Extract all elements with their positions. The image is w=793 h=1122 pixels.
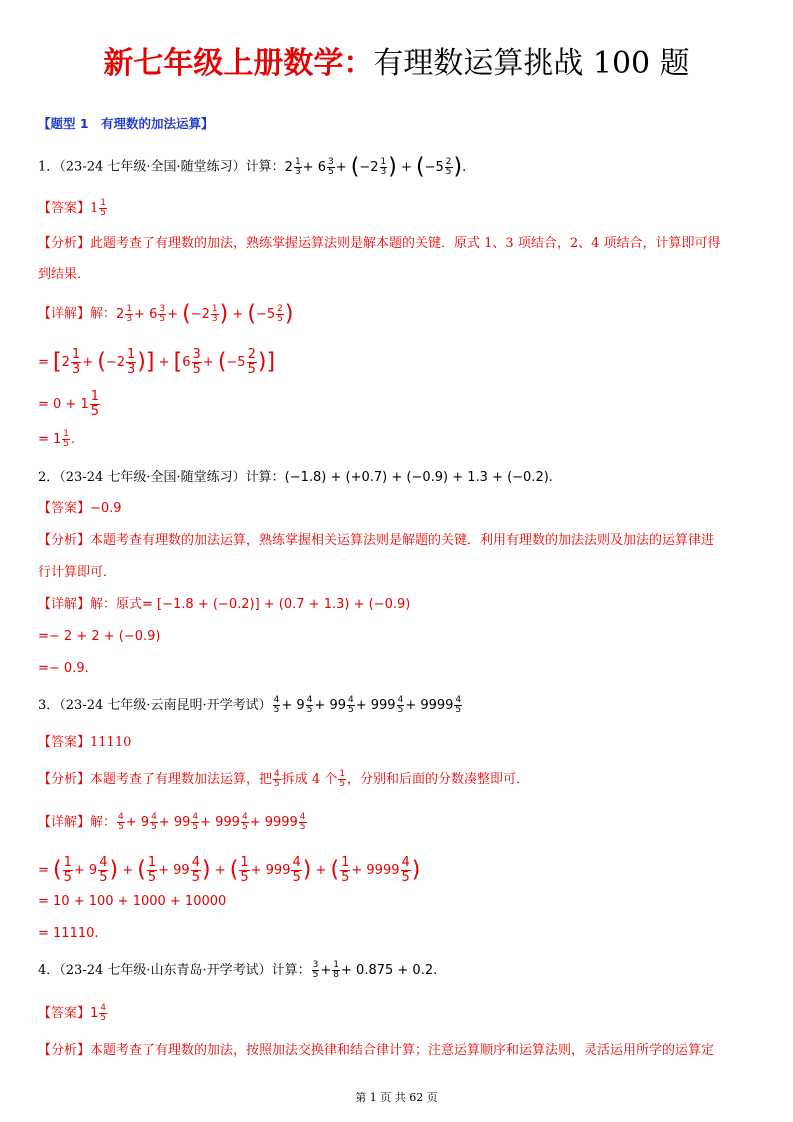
- q3-detail: 【详解】解： $\frac{4}{5}$ + 9 $\frac{4}{5}$ + 99 $\frac{4}{5}$ + 999 $\frac{4}{5}$ + 9999 $\frac{4}{5}$: [38, 812, 306, 832]
- q4-answer: [38, 1004, 108, 1024]
- question-3: 3．（23-24 七年级·云南昆明·开学考试） $\frac{4}{5}$ + 9 $\frac{4}{5}$ + 99 $\frac{4}{5}$ + 999 $\frac{4}{5}$ + 9999 $\frac{4}{5}$: [38, 695, 462, 715]
- answer-tag: 【答案】: [38, 1006, 91, 1021]
- jie-label: 解：: [90, 815, 117, 830]
- q1-analysis-1: [38, 234, 721, 254]
- q2-answer-value: −0.9: [90, 501, 122, 516]
- q1-detail: 【详解】解：2 $\frac{1}{3}$ + 6 $\frac{3}{5}$ + (−2 $\frac{1}{3}$ ) + (−5 $\frac{2}{5}$ ): [38, 301, 294, 326]
- analysis-tag: 【分析】: [38, 236, 91, 251]
- q1-answer: [38, 199, 108, 219]
- q1-step-2: = [2 $\frac{1}{3}$ + (−2 $\frac{1}{3}$ )] + [6 $\frac{3}{5}$ + (−5 $\frac{2}{5}$ )]: [38, 347, 276, 377]
- q4-analysis: [38, 1041, 714, 1061]
- q4-answer-num: 4: [100, 1003, 107, 1013]
- q2-answer: [38, 499, 122, 519]
- q1-prefix: 1．（23-24 七年级·全国·随堂练习）计算：: [38, 159, 285, 175]
- q3-answer: [38, 733, 131, 753]
- analysis-tag: 【分析】: [38, 1043, 91, 1058]
- detail-tag: 【详解】: [38, 597, 91, 612]
- q1-analysis-text-1: 此题考查了有理数的加法，熟练掌握运算法则是解本题的关键．原式 1、3 项结合，2、4 项结合，计算即可得: [90, 236, 721, 251]
- q3-step-3: = 10 + 100 + 1000 + 10000: [38, 894, 227, 909]
- q3-analysis-a: 本题考查了有理数加法运算，把: [90, 772, 273, 787]
- q1-analysis-2: 到结果．: [38, 267, 91, 282]
- answer-tag: 【答案】: [38, 201, 91, 216]
- q4-answer-den: 5: [100, 1013, 107, 1023]
- q2-expr: (−1.8) + (+0.7) + (−0.9) + 1.3 + (−0.2).: [284, 470, 553, 485]
- page-footer: 第 1 页 共 62 页: [355, 1091, 438, 1104]
- q4-answer-whole: 1: [90, 1006, 99, 1021]
- detail-tag: 【详解】: [38, 815, 91, 830]
- question-2: [38, 468, 553, 488]
- q3-step-4: = 11110.: [38, 926, 99, 941]
- answer-tag: 【答案】: [38, 501, 91, 516]
- q4-prefix: 4．（23-24 七年级·山东青岛·开学考试）计算：: [38, 963, 311, 978]
- q2-analysis-text-1: 本题考查有理数的加法运算，熟练掌握相关运算法则是解题的关键．利用有理数的加法法则及加法的运算律进: [90, 533, 715, 548]
- q2-detail: [38, 595, 410, 615]
- q1-step-3-text: = 0 + 1: [38, 397, 89, 412]
- q3-analysis: 【分析】本题考查了有理数加法运算，把 $\frac{4}{5}$ 拆成 4 个 $\frac{1}{5}$ ，分别和后面的分数凑整即可．: [38, 769, 530, 789]
- q3-answer-value: 11110: [90, 735, 132, 750]
- q2-analysis-2: 行计算即可．: [38, 565, 117, 580]
- q2-prefix: 2．（23-24 七年级·全国·随堂练习）计算：: [38, 470, 285, 485]
- q1-step-3: = 0 + 1 $\frac{1}{5}$: [38, 389, 100, 419]
- q3-prefix: 3．（23-24 七年级·云南昆明·开学考试）: [38, 698, 272, 713]
- jie-label: 解：: [90, 306, 117, 322]
- q4-expr-tail: + 0.875 + 0.2.: [341, 963, 438, 978]
- question-1: 1．（23-24 七年级·全国·随堂练习）计算：2 $\frac{1}{3}$ + 6 $\frac{3}{5}$ + (−2 $\frac{1}{3}$ ) + (−5 $\frac{2}{5}$ ).: [38, 154, 467, 179]
- jie-label: 解：: [90, 597, 117, 612]
- document-title: [0, 44, 793, 84]
- q1-step-4: = 1 $\frac{1}{5}$ .: [38, 429, 76, 449]
- question-4: 4．（23-24 七年级·山东青岛·开学考试）计算： $\frac{3}{5}$ + $\frac{1}{8}$ + 0.875 + 0.2.: [38, 960, 438, 980]
- q1-answer-num: 1: [100, 198, 107, 208]
- title-black: 有理数运算挑战 100 题: [373, 46, 690, 81]
- q4-analysis-text: 本题考查了有理数的加法，按照加法交换律和结合律计算；注意运算顺序和运算法则，灵活运用所学的运算定: [90, 1043, 715, 1058]
- q1-step-4-text: = 1: [38, 432, 62, 447]
- section-heading: 【题型 1 有理数的加法运算】: [38, 116, 214, 131]
- q3-step-2: = ( $\frac{1}{5}$ + 9 $\frac{4}{5}$ ) + ( $\frac{1}{5}$ + 99 $\frac{4}{5}$ ) + ( $\frac{1}{5}$ + 999 $\frac{4}{5}$ ) + ( $\frac{1}{5}$ + 9999 $\frac{4}{5}$ ): [38, 855, 421, 885]
- analysis-tag: 【分析】: [38, 533, 91, 548]
- q1-answer-den: 5: [100, 208, 107, 218]
- q2-analysis-1: [38, 531, 714, 551]
- title-red: 新七年级上册数学：: [103, 46, 374, 81]
- q2-step-3: =− 0.9.: [38, 661, 89, 676]
- q3-analysis-c: ，分别和后面的分数凑整即可．: [347, 772, 530, 787]
- answer-tag: 【答案】: [38, 735, 91, 750]
- q1-answer-whole: 1: [90, 201, 99, 216]
- analysis-tag: 【分析】: [38, 772, 91, 787]
- q2-step-2: =− 2 + 2 + (−0.9): [38, 629, 161, 644]
- q2-detail-text: 原式= [−1.8 + (−0.2)] + (0.7 + 1.3) + (−0.9): [116, 597, 411, 612]
- detail-tag: 【详解】: [38, 306, 91, 322]
- q3-analysis-b: 拆成 4 个: [281, 772, 338, 787]
